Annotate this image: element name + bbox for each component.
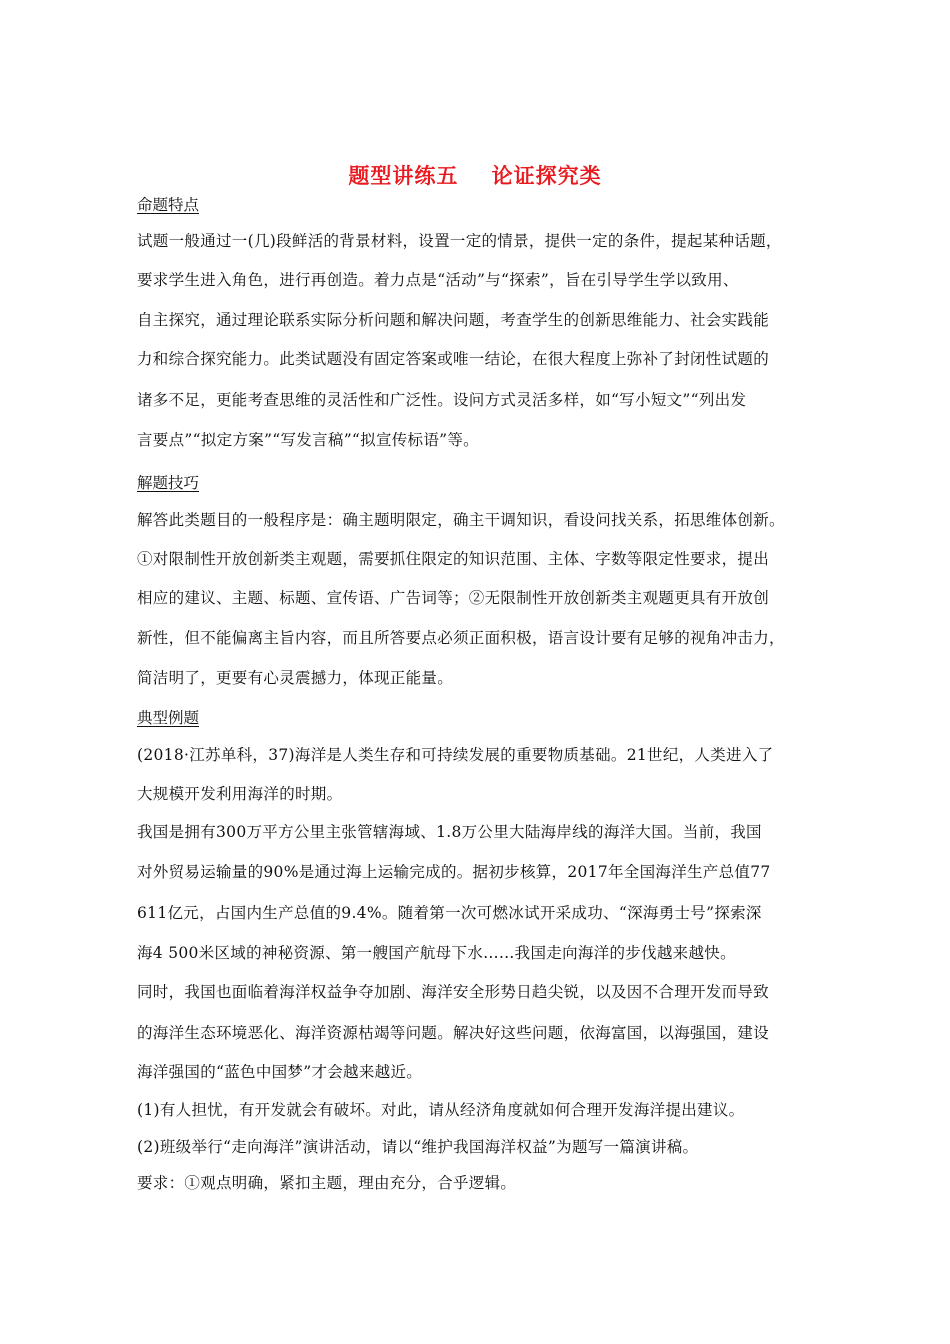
paragraph-line: 言要点”“拟定方案”“写发言稿”“拟宣传标语”等。 (137, 431, 479, 449)
paragraph-line: 解答此类题目的一般程序是：确主题明限定，确主干调知识，看设问找关系，拓思维体创新。 (137, 511, 785, 529)
section-heading-features: 命题特点 (137, 196, 200, 214)
paragraph-line: 新性，但不能偏离主旨内容，而且所答要点必须正面积极，语言设计要有足够的视角冲击力， (137, 629, 785, 647)
requirement-line: 要求：①观点明确，紧扣主题，理由充分，合乎逻辑。 (137, 1174, 517, 1192)
paragraph-line: 相应的建议、主题、标题、宣传语、广告词等；②无限制性开放创新类主观题更具有开放创 (137, 589, 770, 607)
paragraph-line: 自主探究，通过理论联系实际分析问题和解决问题，考查学生的创新思维能力、社会实践能 (137, 311, 770, 329)
paragraph-line: 试题一般通过一(几)段鲜活的背景材料，设置一定的情景，提供一定的条件，提起某种话题， (137, 232, 782, 250)
paragraph-line: (2018·江苏单科，37)海洋是人类生存和可持续发展的重要物质基础。21世纪，人类进入了 (137, 746, 774, 764)
paragraph-line: 的海洋生态环境恶化、海洋资源枯竭等问题。解决好这些问题，依海富国，以海强国，建设 (137, 1024, 770, 1042)
paragraph-line: 诸多不足，更能考查思维的灵活性和广泛性。设问方式灵活多样，如“写小短文”“列出发 (137, 391, 747, 409)
section-heading-tips: 解题技巧 (137, 474, 200, 492)
paragraph-line: 要求学生进入角色，进行再创造。着力点是“活动”与“探索”，旨在引导学生学以致用、 (137, 271, 739, 289)
paragraph-line: ①对限制性开放创新类主观题，需要抓住限定的知识范围、主体、字数等限定性要求，提出 (137, 550, 770, 568)
paragraph-line: 海洋强国的“蓝色中国梦”才会越来越近。 (137, 1063, 423, 1081)
paragraph-line: 简洁明了，更要有心灵震撼力，体现正能量。 (137, 669, 454, 687)
paragraph-line: 大规模开发利用海洋的时期。 (137, 785, 343, 803)
page-title: 题型讲练五 论证探究类 (348, 164, 602, 188)
paragraph-line: 611亿元，占国内生产总值的9.4%。随着第一次可燃冰试开采成功、“深海勇士号”探索深 (137, 904, 762, 922)
paragraph-line: 对外贸易运输量的90%是通过海上运输完成的。据初步核算，2017年全国海洋生产总值77 (137, 863, 771, 881)
question-line: (2)班级举行“走向海洋”演讲活动，请以“维护我国海洋权益”为题写一篇演讲稿。 (137, 1138, 699, 1156)
paragraph-line: 同时，我国也面临着海洋权益争夺加剧、海洋安全形势日趋尖锐，以及因不合理开发而导致 (137, 983, 770, 1001)
section-heading-example: 典型例题 (137, 709, 200, 727)
paragraph-line: 力和综合探究能力。此类试题没有固定答案或唯一结论，在很大程度上弥补了封闭性试题的 (137, 350, 770, 368)
question-line: (1)有人担忧，有开发就会有破坏。对此，请从经济角度就如何合理开发海洋提出建议。 (137, 1101, 745, 1119)
paragraph-line: 我国是拥有300万平方公里主张管辖海域、1.8万公里大陆海岸线的海洋大国。当前，我国 (137, 823, 762, 841)
paragraph-line: 海4 500米区域的神秘资源、第一艘国产航母下水……我国走向海洋的步伐越来越快。 (137, 944, 736, 962)
